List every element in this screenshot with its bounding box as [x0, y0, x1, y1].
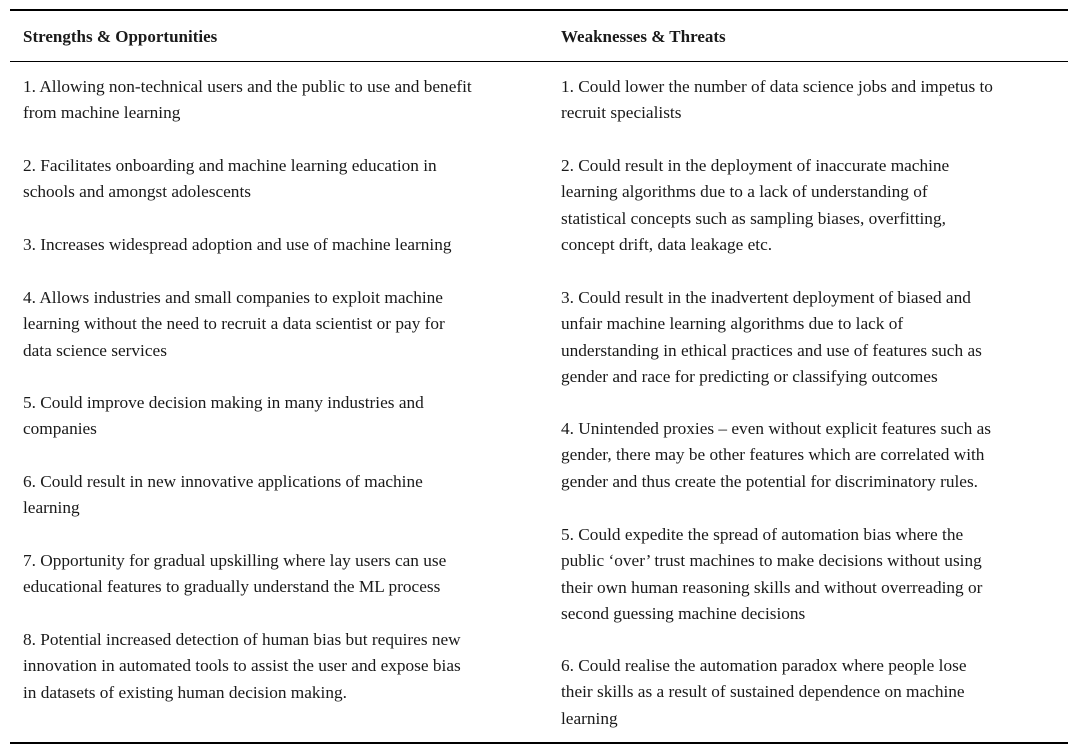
- weakness-item-5-line-4: second guessing machine decisions: [561, 603, 806, 623]
- strength-item-6-line-2: learning: [23, 498, 80, 518]
- header-weaknesses-threats: Weaknesses & Threats: [561, 27, 726, 46]
- weakness-item-6-line-2: their skills as a result of sustained dependence on machine: [561, 682, 965, 702]
- strength-item-4-line-1: 4. Allows industries and small companies to exploit machine: [23, 288, 443, 307]
- strength-item-3-line-1: 3. Increases widespread adoption and use of machine learning: [23, 235, 452, 254]
- strength-item-2-line-1: 2. Facilitates onboarding and machine learning education in: [23, 156, 437, 175]
- strength-item-1-line-2: from machine learning: [23, 103, 181, 123]
- strength-item-8-line-2: innovation in automated tools to assist the user and expose bias: [23, 656, 461, 676]
- weakness-item-2-line-4: concept drift, data leakage etc.: [561, 234, 773, 254]
- strength-item-4: [23, 285, 445, 364]
- strength-item-8-line-3: in datasets of existing human decision making.: [23, 682, 347, 702]
- strength-item-8: [23, 627, 461, 706]
- strength-item-4-line-3: data science services: [23, 340, 167, 360]
- strength-item-6: [23, 469, 423, 522]
- table-bottom-rule: [10, 742, 1068, 744]
- strength-item-5: [23, 390, 424, 443]
- weakness-item-5: [561, 522, 982, 627]
- table-header-rule: [10, 61, 1068, 62]
- weakness-item-2-line-2: learning algorithms due to a lack of understanding of: [561, 182, 928, 202]
- strength-item-7-line-1: 7. Opportunity for gradual upskilling where lay users can use: [23, 551, 447, 570]
- weakness-item-2-line-3: statistical concepts such as sampling biases, overfitting,: [561, 208, 946, 228]
- strength-item-7-line-2: educational features to gradually understand the ML process: [23, 577, 441, 597]
- strength-item-4-line-2: learning without the need to recruit a data scientist or pay for: [23, 314, 445, 334]
- table-top-rule: [10, 9, 1068, 11]
- strength-item-2: [23, 153, 437, 206]
- weakness-item-6: [561, 653, 967, 732]
- strength-item-6-line-1: 6. Could result in new innovative applications of machine: [23, 472, 423, 491]
- weakness-item-4-line-3: gender and thus create the potential for discriminatory rules.: [561, 471, 979, 491]
- strength-item-1: [23, 74, 472, 127]
- strength-item-5-line-1: 5. Could improve decision making in many industries and: [23, 393, 424, 412]
- weakness-item-1-line-2: recruit specialists: [561, 103, 682, 123]
- weakness-item-3-line-3: understanding in ethical practices and use of features such as: [561, 340, 982, 360]
- weakness-item-4: [561, 416, 991, 495]
- weakness-item-1-line-1: 1. Could lower the number of data science jobs and impetus to: [561, 77, 993, 96]
- strength-item-7: [23, 548, 446, 601]
- strength-item-8-line-1: 8. Potential increased detection of human bias but requires new: [23, 630, 461, 649]
- weakness-item-5-line-3: their own human reasoning skills and without overreading or: [561, 577, 983, 597]
- weakness-item-3-line-1: 3. Could result in the inadvertent deployment of biased and: [561, 288, 971, 307]
- weakness-item-3-line-4: gender and race for predicting or classifying outcomes: [561, 366, 938, 386]
- weakness-item-6-line-1: 6. Could realise the automation paradox where people lose: [561, 656, 967, 675]
- weakness-item-5-line-1: 5. Could expedite the spread of automation bias where the: [561, 525, 964, 544]
- strength-item-1-line-1: 1. Allowing non-technical users and the public to use and benefit: [23, 77, 472, 96]
- weakness-item-4-line-2: gender, there may be other features which are correlated with: [561, 445, 985, 465]
- strength-item-2-line-2: schools and amongst adolescents: [23, 182, 251, 202]
- weakness-item-6-line-3: learning: [561, 708, 618, 728]
- weakness-item-3-line-2: unfair machine learning algorithms due to lack of: [561, 314, 904, 334]
- weakness-item-1: [561, 74, 993, 127]
- weakness-item-4-line-1: 4. Unintended proxies – even without explicit features such as: [561, 419, 991, 438]
- weakness-item-3: [561, 285, 982, 390]
- header-strengths-opportunities: Strengths & Opportunities: [23, 27, 218, 46]
- strength-item-5-line-2: companies: [23, 419, 97, 439]
- weakness-item-2-line-1: 2. Could result in the deployment of inaccurate machine: [561, 156, 950, 175]
- strength-item-3: [23, 232, 452, 258]
- weakness-item-5-line-2: public ‘over’ trust machines to make decisions without using: [561, 551, 982, 571]
- weakness-item-2: [561, 153, 949, 258]
